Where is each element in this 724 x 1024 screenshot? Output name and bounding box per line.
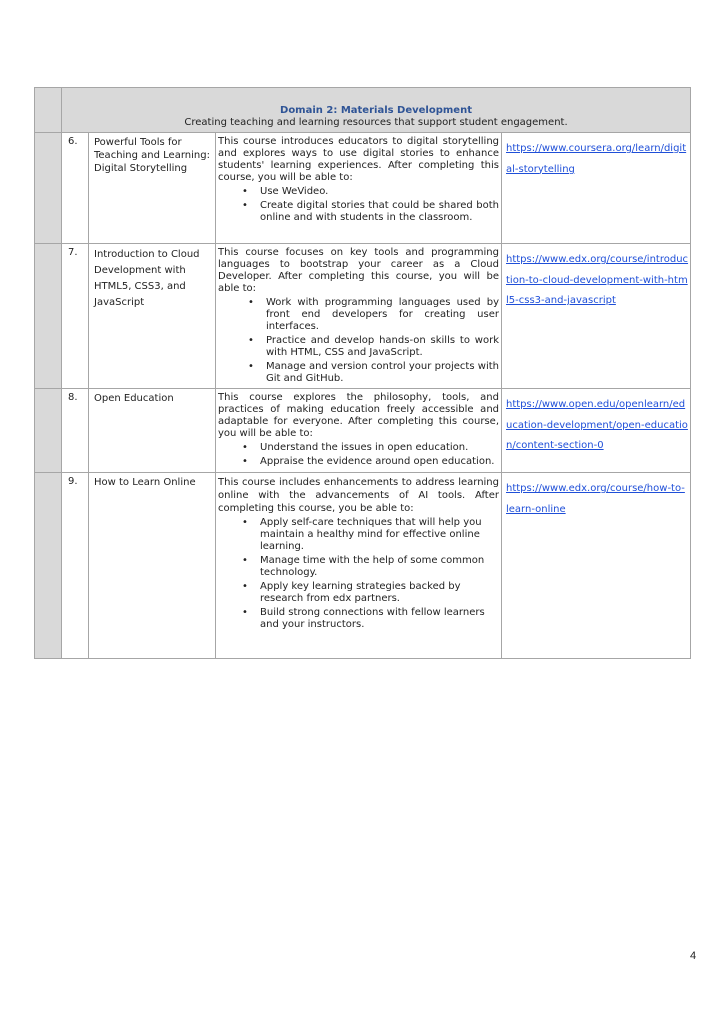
course-description: This course explores the philosophy, tools, and practices of making education freely accessible and adaptable for everyone. After completing this course, you will be able to: [218,392,499,439]
row-number: 6. [62,133,89,244]
course-description-cell [216,389,502,473]
left-margin-cell [35,133,62,244]
outcome-item: • Understand the issues in open education. [260,442,499,454]
outcome-item: • Work with programming languages used by front end developers for creating user interfaces. [266,297,499,333]
outcome-item: • Use WeVideo. [260,186,499,198]
course-link[interactable]: https://www.edx.org/course/introduction-to-cloud-development-with-html5-css3-and-javascript [506,254,689,306]
outcome-list [218,297,499,385]
table-row [35,244,691,389]
table-row [35,133,691,244]
outcome-item: • Manage and version control your projects with Git and GitHub. [266,361,499,385]
row-number: 7. [62,244,89,389]
course-description-cell [216,244,502,389]
course-description: This course introduces educators to digital storytelling and explores ways to use digital stories to enhance students' learning experiences. After completing this course, you will be able to: [218,136,499,183]
table-row [35,473,691,659]
domain-header-row [35,88,691,133]
course-link-cell [502,133,691,244]
course-description: This course includes enhancements to address learning online with the advancements of AI tools. After completing this course, you be able to: [218,477,499,514]
course-link[interactable]: https://www.open.edu/openlearn/education-development/open-education/content-section-0 [506,399,688,451]
left-margin-cell [35,244,62,389]
course-table [34,87,691,659]
domain-subtitle: Creating teaching and learning resources that support student engagement. [184,117,568,128]
domain-header-cell [62,88,691,133]
course-link-cell [502,244,691,389]
outcome-item: • Manage time with the help of some common technology. [260,555,499,579]
outcome-item: • Create digital stories that could be shared both online and with students in the classroom. [260,200,499,224]
course-title: Open Education [89,389,216,473]
course-link[interactable]: https://www.edx.org/course/how-to- learn-online [506,483,685,515]
course-description-cell [216,133,502,244]
row-number: 9. [62,473,89,659]
page-number: 4 [690,950,697,962]
outcome-item: • Apply key learning strategies backed by research from edx partners. [260,581,499,605]
domain-title: Domain 2: Materials Development [280,105,472,116]
course-description: This course focuses on key tools and programming languages to bootstrap your career as a Cloud Developer. After completing this course, you will be able to: [218,247,499,294]
outcome-list [218,186,499,224]
left-margin-cell [35,88,62,133]
course-title: Introduction to Cloud Development with HTML5, CSS3, and JavaScript [89,244,216,389]
course-link[interactable]: https://www.coursera.org/learn/digital-storytelling [506,143,687,175]
left-margin-cell [35,389,62,473]
course-title: Powerful Tools for Teaching and Learning: Digital Storytelling [89,133,216,244]
outcome-list [218,517,499,631]
outcome-item: • Appraise the evidence around open education. [260,456,499,468]
outcome-item: • Build strong connections with fellow learners and your instructors. [260,607,499,631]
course-title: How to Learn Online [89,473,216,659]
table-row [35,389,691,473]
course-description-cell [216,473,502,659]
course-link-cell [502,473,691,659]
outcome-list [218,442,499,468]
outcome-item: • Apply self-care techniques that will help you maintain a healthy mind for effective online learning. [260,517,499,553]
left-margin-cell [35,473,62,659]
course-link-cell [502,389,691,473]
outcome-item: • Practice and develop hands-on skills to work with HTML, CSS and JavaScript. [266,335,499,359]
row-number: 8. [62,389,89,473]
